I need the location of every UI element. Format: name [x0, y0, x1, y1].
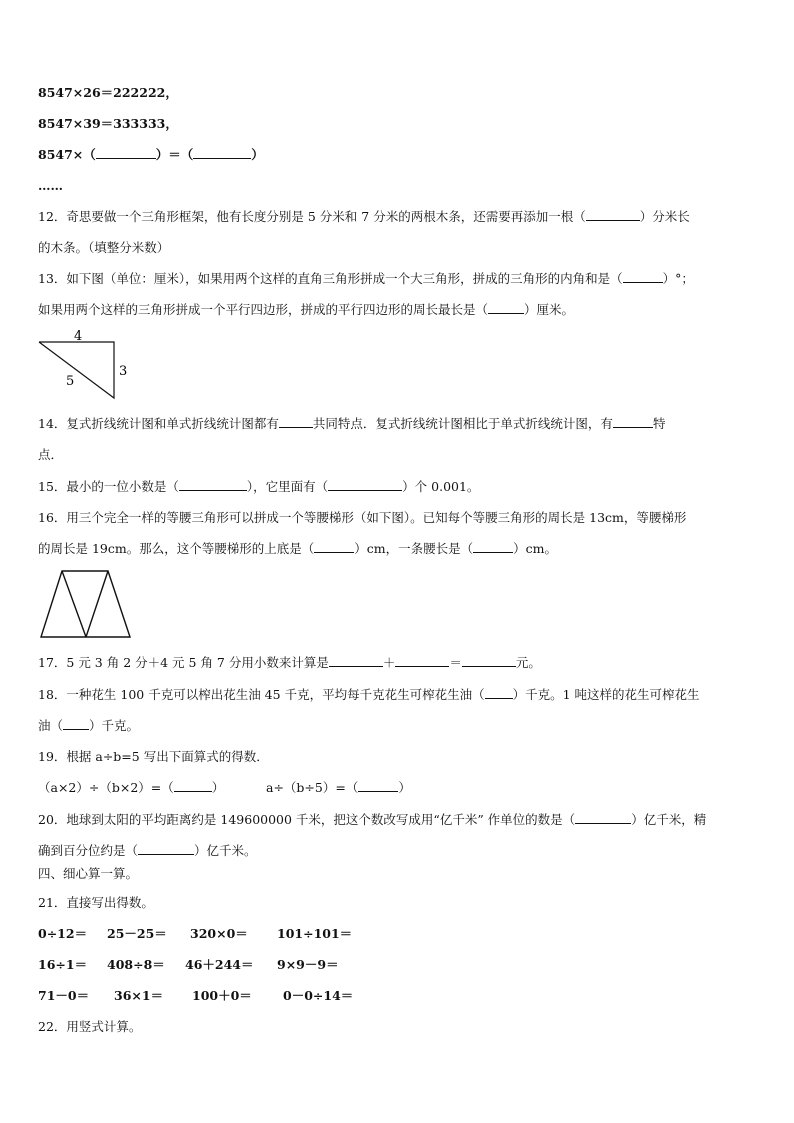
question-19-expr-2 — [266, 779, 411, 797]
calc-item: 25－25＝ — [107, 926, 167, 941]
question-16: 16．用三个完全一样的等腰三角形可以拼成一个等腰梯形（如下图）。已知每个等腰三角形的周长是 13cm，等腰梯形 — [38, 510, 687, 525]
triangle-label-right: 3 — [119, 364, 128, 379]
question-text: （a×2）÷（b×2）=（ — [38, 780, 174, 795]
equation-line: 8547×26＝222222， — [38, 85, 178, 100]
triangle-label-top: 4 — [74, 330, 83, 344]
answer-blank[interactable] — [279, 415, 313, 428]
question-text: ）cm。 — [513, 541, 557, 556]
calc-item: 0÷12＝ — [38, 926, 88, 941]
question-18-cont — [38, 717, 139, 735]
question-text: ） — [211, 780, 225, 795]
question-text: ＝ — [449, 655, 462, 670]
answer-blank[interactable] — [575, 811, 631, 824]
question-text: ）cm，一条腰长是（ — [354, 541, 474, 556]
question-13-cont — [38, 301, 574, 319]
question-text: 13．如下图（单位：厘米），如果用两个这样的直角三角形拼成一个大三角形，拼成的三角形的内角和是（ — [38, 271, 623, 286]
question-text: ）千克。1 吨这样的花生可榨花生 — [512, 687, 700, 702]
question-19-expr-1 — [38, 779, 224, 797]
answer-blank[interactable] — [179, 478, 247, 491]
question-text: 特 — [652, 416, 666, 431]
calc-item: 0－0÷14＝ — [283, 988, 354, 1003]
question-22: 22．用竖式计算。 — [38, 1019, 142, 1034]
answer-blank[interactable] — [329, 654, 383, 667]
calc-item: 46＋244＝ — [185, 957, 254, 972]
answer-blank[interactable] — [395, 654, 449, 667]
calc-item: 9×9－9＝ — [277, 957, 339, 972]
equation-text: ）＝（ — [155, 147, 194, 162]
question-text: 共同特点．复式折线统计图相比于单式折线统计图，有 — [312, 416, 613, 431]
answer-blank[interactable] — [488, 301, 524, 314]
question-17 — [38, 654, 541, 672]
question-text: ）°； — [662, 271, 694, 286]
question-text: a÷（b÷5）=（ — [266, 780, 359, 795]
answer-blank[interactable] — [485, 686, 513, 699]
answer-blank[interactable] — [613, 415, 653, 428]
question-13 — [38, 270, 694, 288]
question-20-cont — [38, 842, 257, 860]
question-text: ），它里面有（ — [246, 479, 329, 494]
equation-line: 8547×39＝333333， — [38, 116, 178, 131]
question-text: 元。 — [515, 655, 541, 670]
question-21: 21．直接写出得数。 — [38, 895, 154, 910]
question-text: ）个 0.001。 — [402, 479, 480, 494]
question-text: 如果用两个这样的三角形拼成一个平行四边形，拼成的平行四边形的周长最长是（ — [38, 302, 489, 317]
question-15 — [38, 478, 479, 496]
question-text: ＋ — [382, 655, 396, 670]
answer-blank[interactable] — [63, 717, 89, 730]
question-text: ）厘米。 — [524, 302, 575, 317]
answer-blank[interactable] — [328, 478, 402, 491]
question-18 — [38, 686, 700, 704]
trapezoid-figure — [36, 566, 134, 642]
question-text: 20．地球到太阳的平均距离约是 149600000 千米，把这个数改写成用“亿千米” 作单位的数是（ — [38, 812, 576, 827]
question-text: 18．一种花生 100 千克可以榨出花生油 45 千克，平均每千克花生可榨花生油（ — [38, 687, 485, 702]
calc-item: 320×0＝ — [190, 926, 248, 941]
ellipsis: …… — [38, 178, 63, 193]
question-text: ）亿千米。 — [194, 843, 257, 858]
calc-item: 16÷1＝ — [38, 957, 88, 972]
answer-blank[interactable] — [314, 540, 354, 553]
triangle-label-hypotenuse: 5 — [66, 374, 75, 389]
question-text: 15．最小的一位小数是（ — [38, 479, 179, 494]
question-text: 17．5 元 3 角 2 分＋4 元 5 角 7 分用小数来计算是 — [38, 655, 329, 670]
question-16-cont — [38, 540, 557, 558]
question-text: 12．奇思要做一个三角形框架，他有长度分别是 5 分米和 7 分米的两根木条，还需要再添加一根（ — [38, 209, 586, 224]
calc-item: 36×1＝ — [114, 988, 164, 1003]
question-text: ） — [398, 780, 411, 795]
question-text: ）千克。 — [89, 718, 140, 733]
answer-blank[interactable] — [623, 270, 663, 283]
question-19: 19．根据 a÷b=5 写出下面算式的得数． — [38, 749, 269, 764]
question-text: 14．复式折线统计图和单式折线统计图都有 — [38, 416, 279, 431]
calc-item: 100＋0＝ — [192, 988, 252, 1003]
equation-text: 8547×（ — [38, 147, 96, 162]
answer-blank[interactable] — [473, 540, 513, 553]
calc-item: 408÷8＝ — [107, 957, 165, 972]
question-12-cont: 的木条。（填整分米数） — [38, 240, 170, 255]
right-triangle-figure — [34, 330, 130, 402]
question-text: 油（ — [38, 718, 64, 733]
answer-blank[interactable] — [193, 146, 251, 159]
question-12 — [38, 208, 690, 226]
answer-blank[interactable] — [586, 208, 640, 221]
answer-blank[interactable] — [96, 146, 156, 159]
equation-line — [38, 146, 264, 164]
question-text: 的周长是 19cm。那么，这个等腰梯形的上底是（ — [38, 541, 315, 556]
question-text: 确到百分位约是（ — [38, 843, 139, 858]
calc-item: 101÷101＝ — [277, 926, 353, 941]
question-14 — [38, 415, 665, 433]
section-heading: 四、细心算一算。 — [38, 866, 139, 881]
question-20 — [38, 811, 706, 829]
equation-text: ） — [251, 147, 264, 162]
question-text: ）分米长 — [639, 209, 690, 224]
answer-blank[interactable] — [174, 779, 212, 792]
answer-blank[interactable] — [462, 654, 516, 667]
question-14-cont: 点． — [38, 447, 64, 462]
calc-item: 71－0＝ — [38, 988, 90, 1003]
question-text: ）亿千米，精 — [631, 812, 707, 827]
answer-blank[interactable] — [138, 842, 194, 855]
answer-blank[interactable] — [358, 779, 398, 792]
